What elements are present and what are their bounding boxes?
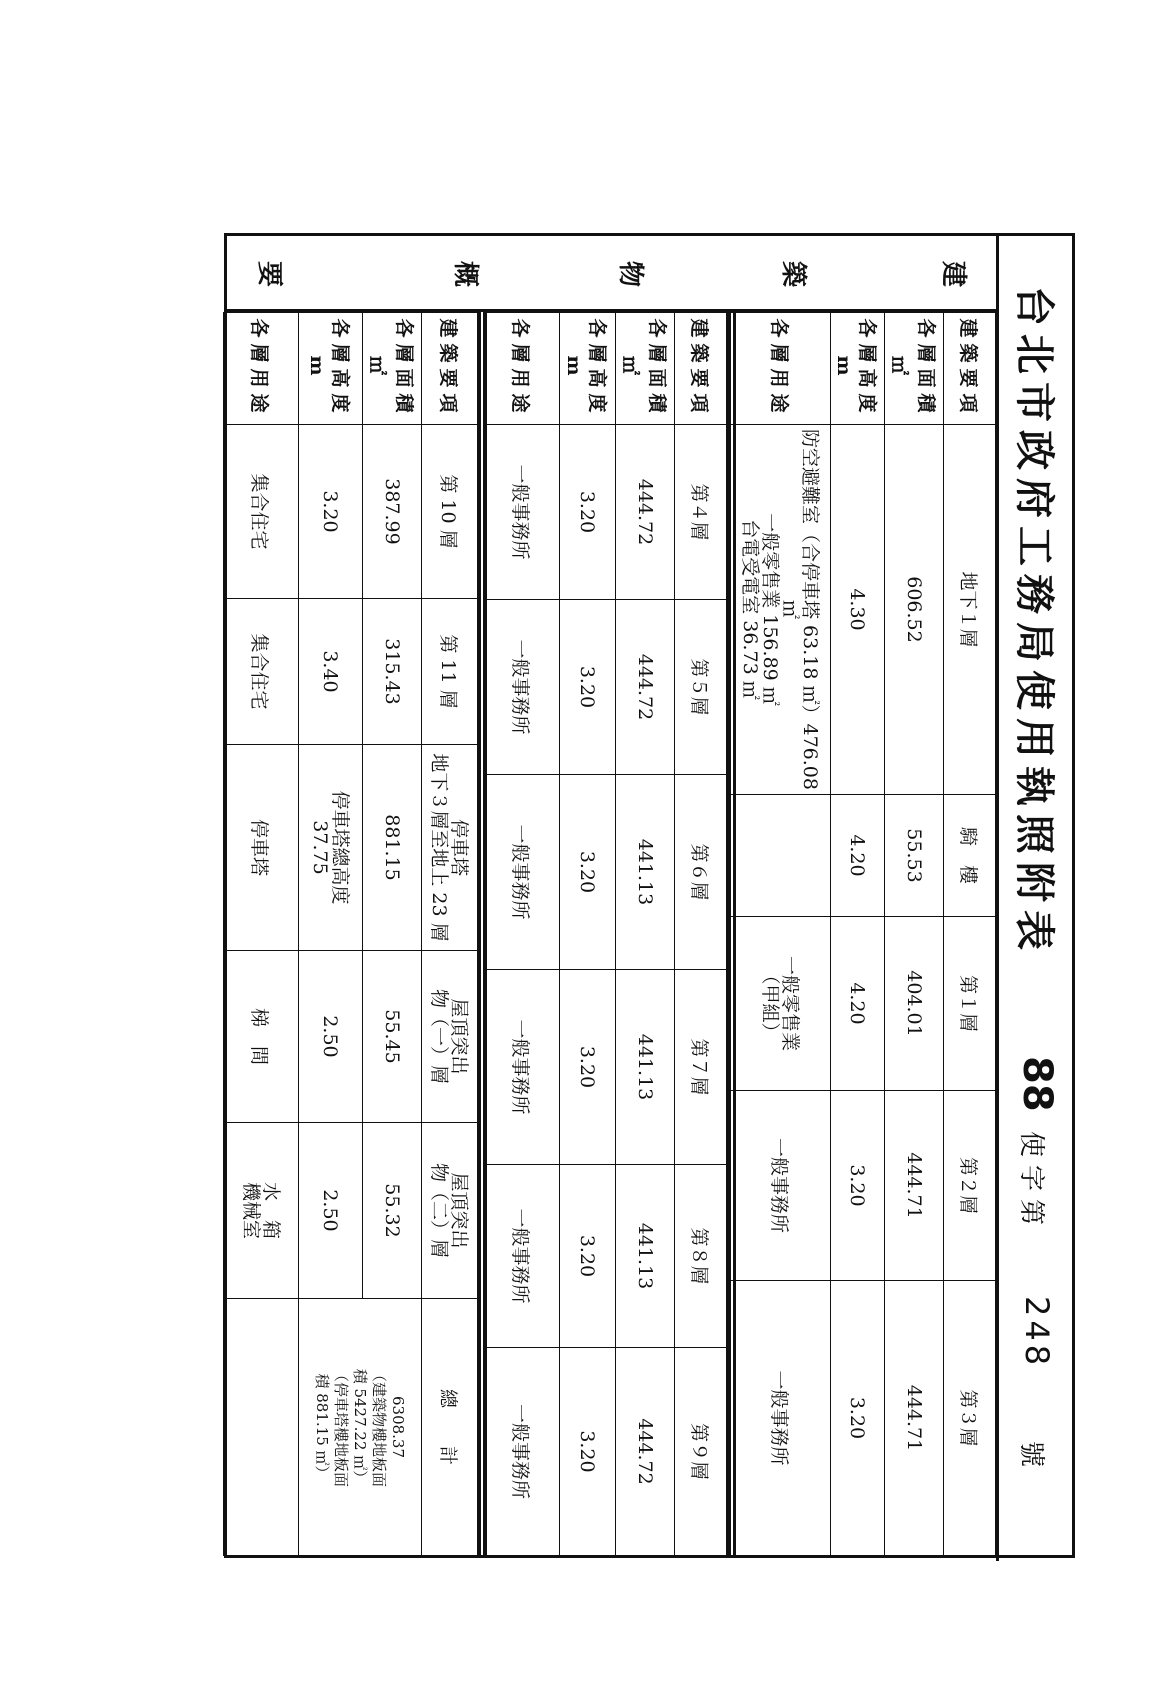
floors-table-2 [483, 312, 727, 1556]
use-cell-arcade [731, 795, 831, 917]
column-header: 第９層 [675, 1348, 727, 1556]
table-row [560, 313, 616, 1556]
use-cell: 集合住宅 [224, 425, 299, 599]
row-header: 各層面積㎡ [616, 313, 675, 425]
section-divider [478, 312, 481, 1555]
height-cell: 3.20 [560, 600, 616, 775]
table-row [831, 313, 885, 1556]
side-label-char: 要 [254, 260, 284, 287]
height-cell: 2.50 [299, 1123, 363, 1299]
section-divider [484, 312, 487, 1555]
area-cell: 444.72 [616, 600, 675, 775]
height-cell: 3.20 [831, 1281, 885, 1556]
use-line: 一般零售業 [779, 955, 802, 1051]
row-header: 各層用途 [731, 313, 831, 425]
area-cell: 444.71 [885, 1091, 944, 1281]
area-cell: 387.99 [363, 425, 422, 599]
height-cell: 2.50 [299, 951, 363, 1123]
floors-table-1 [730, 312, 996, 1556]
height-cell: 3.20 [560, 775, 616, 970]
side-label-char: 概 [450, 260, 480, 287]
height-cell: 3.20 [560, 425, 616, 600]
row-header: 各層高度 m [299, 313, 363, 425]
form-body [227, 236, 996, 1555]
use-cell: 一般事務所 [484, 600, 560, 775]
use-cell: 一般事務所 [484, 425, 560, 600]
column-header: 第２層 [944, 1091, 996, 1281]
height-cell [299, 745, 363, 951]
area-cell: 404.01 [885, 917, 944, 1091]
area-cell: 441.13 [616, 1165, 675, 1348]
floors-block-3 [227, 312, 478, 1555]
area-cell: 55.45 [363, 951, 422, 1123]
use-cell-f1 [731, 917, 831, 1091]
form-header [996, 236, 1072, 1561]
row-header: 各層用途 [484, 313, 560, 425]
row-header: 各層用途 [224, 313, 299, 425]
row-header: 各層面積㎡ [363, 313, 422, 425]
row-header: 各層高度 m [560, 313, 616, 425]
column-header: 第７層 [675, 970, 727, 1165]
use-line: （甲組） [759, 965, 782, 1042]
row-header: 建築要項 [675, 313, 727, 425]
column-header: 總 計 [422, 1299, 478, 1556]
column-header: 第３層 [944, 1281, 996, 1556]
height-cell: 3.20 [299, 425, 363, 599]
side-label-char: 物 [615, 260, 645, 287]
use-cell: 梯 間 [224, 951, 299, 1123]
height-cell: 3.40 [299, 599, 363, 745]
use-cell: 停車塔 [224, 745, 299, 951]
height-cell: 4.20 [831, 917, 885, 1091]
column-header: 第 11 層 [422, 599, 478, 745]
use-line: 水 箱 [260, 1181, 282, 1239]
use-cell [224, 1299, 299, 1556]
area-cell: 444.72 [616, 1348, 675, 1556]
height-line: 停車塔總高度 [329, 790, 352, 905]
total-line: 積 881.15 ㎡） [313, 1373, 332, 1481]
height-cell: 4.30 [831, 425, 885, 795]
table-row [422, 313, 478, 1556]
area-cell: 55.32 [363, 1123, 422, 1299]
column-header: 第 10 層 [422, 425, 478, 599]
column-header [422, 745, 478, 951]
table-row [616, 313, 675, 1556]
column-header: 騎 樓 [944, 795, 996, 917]
header-line: 地下３層至地上 23 層 [428, 753, 451, 942]
total-line: 6308.37 [389, 1395, 408, 1459]
height-cell: 3.20 [560, 1348, 616, 1556]
use-line: 一般零售業 156.89 ㎡ [759, 513, 782, 706]
table-row [731, 313, 831, 1556]
floors-table-3 [223, 312, 478, 1556]
row-header: 各層高度 m [831, 313, 885, 425]
table-row [675, 313, 727, 1556]
area-cell: 444.72 [616, 425, 675, 600]
column-header: 地下１層 [944, 425, 996, 795]
header-line: 物（二）層 [428, 1162, 451, 1258]
use-cell: 一般事務所 [484, 1165, 560, 1348]
table-row [484, 313, 560, 1556]
use-cell: 集合住宅 [224, 599, 299, 745]
column-header: 第６層 [675, 775, 727, 970]
use-cell: 一般事務所 [484, 970, 560, 1165]
floors-block-1 [736, 312, 996, 1555]
form-title: 台北市政府工務局使用執照附表 [1011, 286, 1058, 958]
column-header [422, 951, 478, 1123]
column-header: 第１層 [944, 917, 996, 1091]
height-cell: 3.20 [560, 970, 616, 1165]
row-header: 建築要項 [944, 313, 996, 425]
area-cell: 441.13 [616, 970, 675, 1165]
header-line: 屋頂突出 [448, 1172, 471, 1249]
table-row [885, 313, 944, 1556]
area-cell: 441.13 [616, 775, 675, 970]
area-cell: 55.53 [885, 795, 944, 917]
header-line: 停車塔 [448, 818, 471, 876]
area-cell: 606.52 [885, 425, 944, 795]
area-cell: 315.43 [363, 599, 422, 745]
permit-char: 使字第 [1016, 1131, 1046, 1234]
column-header: 第８層 [675, 1165, 727, 1348]
table-row [944, 313, 996, 1556]
use-cell [224, 1123, 299, 1299]
permit-number: 248 [1018, 1296, 1056, 1370]
area-cell: 881.15 [363, 745, 422, 951]
floors-block-2 [487, 312, 727, 1555]
side-label-char: 建 [938, 260, 968, 287]
use-cell: 一般事務所 [484, 775, 560, 970]
column-header: 第５層 [675, 600, 727, 775]
total-line: （建築物樓地板面 [370, 1366, 389, 1487]
use-line: 防空避難室（合停車塔 63.18 ㎡）476.08 ㎡ [779, 429, 822, 790]
column-header [422, 1123, 478, 1299]
table-row [224, 313, 299, 1556]
total-line: （停車塔樓地板面 [332, 1366, 351, 1487]
use-cell-f2: 一般事務所 [731, 1091, 831, 1281]
use-cell-f3: 一般事務所 [731, 1281, 831, 1556]
section-divider [727, 312, 730, 1555]
permit-suffix: 號 [1016, 1441, 1046, 1468]
side-label-char: 築 [778, 260, 808, 287]
height-cell: 3.20 [831, 1091, 885, 1281]
height-cell: 3.20 [560, 1165, 616, 1348]
area-cell: 444.71 [885, 1281, 944, 1556]
total-cell [299, 1299, 422, 1556]
column-header: 第４層 [675, 425, 727, 600]
use-line: 台電受電室 36.73 ㎡ [739, 519, 762, 700]
height-line: 37.75 [309, 820, 332, 875]
permit-year: 88 [1014, 1056, 1060, 1112]
height-cell: 4.20 [831, 795, 885, 917]
section-divider [733, 312, 736, 1555]
use-cell-b1 [731, 425, 831, 795]
row-header: 建築要項 [422, 313, 478, 425]
total-line: 積 5427.22 ㎡） [351, 1368, 370, 1486]
permit-attachment-form [224, 233, 1075, 1558]
table-row [363, 313, 422, 1556]
header-line: 物（一）層 [428, 988, 451, 1084]
header-line: 屋頂突出 [448, 998, 471, 1075]
side-label [227, 236, 996, 312]
use-line: 機械室 [240, 1181, 262, 1239]
use-cell: 一般事務所 [484, 1348, 560, 1556]
row-header: 各層面積㎡ [885, 313, 944, 425]
